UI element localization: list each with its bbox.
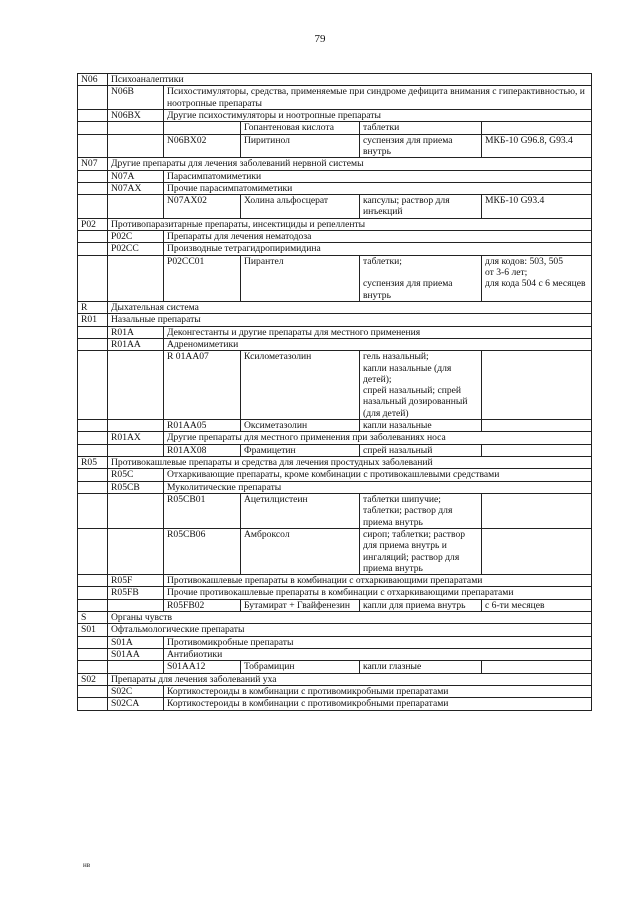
group-code-cell <box>78 432 108 444</box>
subgroup-code-cell: R05F <box>108 575 164 587</box>
subgroup-code-cell: S01AA <box>108 649 164 661</box>
group-code-cell <box>78 243 108 255</box>
atc-code-cell: R01AX08 <box>164 444 241 456</box>
section-title-cell: Парасимпатомиметики <box>164 170 592 182</box>
subgroup-code-cell <box>108 195 164 219</box>
section-title-cell: Производные тетрагидропиримидина <box>164 243 592 255</box>
note-cell: МКБ-10 G93.4 <box>482 195 592 219</box>
subgroup-code-cell: R05C <box>108 469 164 481</box>
subgroup-code-cell: R05CB <box>108 481 164 493</box>
page-number: 79 <box>314 33 326 45</box>
table-row <box>78 469 592 481</box>
section-title-cell: Другие препараты для местного применения при заболеваниях носа <box>164 432 592 444</box>
table-row <box>78 122 592 134</box>
section-title-cell: Противомикробные препараты <box>164 636 592 648</box>
table-row <box>78 195 592 219</box>
subgroup-code-cell <box>108 255 164 301</box>
subgroup-code-cell <box>108 351 164 420</box>
subgroup-code-cell: N06BX <box>108 109 164 121</box>
drug-name-cell: Пиритинол <box>241 134 360 158</box>
section-title-cell: Препараты для лечения нематодоза <box>164 231 592 243</box>
section-title-cell: Психостимуляторы, средства, применяемые при синдроме дефицита внимания с гиперактивностью, и ноотропные препараты <box>164 86 592 110</box>
atc-code-cell: R01AA05 <box>164 420 241 432</box>
group-code-cell <box>78 170 108 182</box>
atc-code-cell: N06BX02 <box>164 134 241 158</box>
subgroup-code-cell <box>108 599 164 611</box>
subgroup-code-cell <box>108 493 164 528</box>
drug-name-cell: Амброксол <box>241 528 360 574</box>
group-code-cell <box>78 587 108 599</box>
subgroup-code-cell: N06B <box>108 86 164 110</box>
drug-name-cell: Холина альфосцерат <box>241 195 360 219</box>
section-title-cell: Деконгестанты и другие препараты для местного применения <box>164 326 592 338</box>
subgroup-code-cell: P02C <box>108 231 164 243</box>
table-row <box>78 599 592 611</box>
subgroup-code-cell <box>108 444 164 456</box>
note-cell <box>482 444 592 456</box>
atc-code-cell <box>164 122 241 134</box>
section-title-cell: Прочие парасимпатомиметики <box>164 182 592 194</box>
atc-code-cell: S01AA12 <box>164 661 241 673</box>
note-cell <box>482 528 592 574</box>
group-code-cell: N07 <box>78 158 108 170</box>
subgroup-code-cell: R05FB <box>108 587 164 599</box>
dosage-form-cell: капли назальные <box>360 420 482 432</box>
table-row <box>78 575 592 587</box>
section-title-cell: Другие психостимуляторы и ноотропные препараты <box>164 109 592 121</box>
dosage-form-cell: таблетки <box>360 122 482 134</box>
group-code-cell: N06 <box>78 74 108 86</box>
dosage-form-cell: гель назальный; капли назальные (для детей); спрей назальный; спрей назальный дозированный (для детей) <box>360 351 482 420</box>
section-title-cell: Назальные препараты <box>108 314 592 326</box>
table-row <box>78 231 592 243</box>
section-title-cell: Противокашлевые препараты в комбинации с отхаркивающими препаратами <box>164 575 592 587</box>
table-row <box>78 86 592 110</box>
group-code-cell <box>78 528 108 574</box>
drug-name-cell: Тобрамицин <box>241 661 360 673</box>
subgroup-code-cell: S01A <box>108 636 164 648</box>
group-code-cell: S01 <box>78 624 108 636</box>
note-cell <box>482 420 592 432</box>
drug-name-cell: Ксилометазолин <box>241 351 360 420</box>
table-row <box>78 182 592 194</box>
group-code-cell <box>78 481 108 493</box>
group-code-cell <box>78 195 108 219</box>
note-cell: МКБ-10 G96.8, G93.4 <box>482 134 592 158</box>
section-title-cell: Адреномиметики <box>164 338 592 350</box>
atc-code-cell: P02CC01 <box>164 255 241 301</box>
group-code-cell: R01 <box>78 314 108 326</box>
group-code-cell <box>78 493 108 528</box>
section-title-cell: Прочие противокашлевые препараты в комбинации с отхаркивающими препаратами <box>164 587 592 599</box>
subgroup-code-cell <box>108 134 164 158</box>
group-code-cell <box>78 636 108 648</box>
subgroup-code-cell: R01A <box>108 326 164 338</box>
group-code-cell <box>78 86 108 110</box>
group-code-cell: S02 <box>78 673 108 685</box>
dosage-form-cell: спрей назальный <box>360 444 482 456</box>
table-row <box>78 218 592 230</box>
group-code-cell <box>78 575 108 587</box>
drug-name-cell: Пирантел <box>241 255 360 301</box>
dosage-form-cell: суспензия для приема внутрь <box>360 134 482 158</box>
subgroup-code-cell <box>108 122 164 134</box>
drug-name-cell: Оксиметазолин <box>241 420 360 432</box>
table-row <box>78 649 592 661</box>
dosage-form-cell: капли глазные <box>360 661 482 673</box>
section-title-cell: Кортикостероиды в комбинации с противомикробными препаратами <box>164 685 592 697</box>
group-code-cell <box>78 685 108 697</box>
table-row <box>78 587 592 599</box>
dosage-form-cell: капсулы; раствор для инъекций <box>360 195 482 219</box>
table-row <box>78 612 592 624</box>
table-row <box>78 457 592 469</box>
table-row <box>78 109 592 121</box>
table-row <box>78 493 592 528</box>
subgroup-code-cell: S02C <box>108 685 164 697</box>
note-cell <box>482 661 592 673</box>
table-row <box>78 432 592 444</box>
table-row <box>78 301 592 313</box>
table-row <box>78 444 592 456</box>
atc-code-cell: R 01AA07 <box>164 351 241 420</box>
dosage-form-cell: таблетки шипучие; таблетки; раствор для приема внутрь <box>360 493 482 528</box>
table-row <box>78 134 592 158</box>
section-title-cell: Органы чувств <box>108 612 592 624</box>
note-cell <box>482 493 592 528</box>
subgroup-code-cell: S02CA <box>108 698 164 710</box>
section-title-cell: Муколитические препараты <box>164 481 592 493</box>
group-code-cell <box>78 661 108 673</box>
drug-name-cell: Бутамират + Гвайфенезин <box>241 599 360 611</box>
subgroup-code-cell <box>108 528 164 574</box>
group-code-cell: S <box>78 612 108 624</box>
table-row <box>78 243 592 255</box>
table-row <box>78 158 592 170</box>
atc-code-cell: N07AX02 <box>164 195 241 219</box>
atc-code-cell: R05FB02 <box>164 599 241 611</box>
drug-name-cell: Ацетилцистеин <box>241 493 360 528</box>
group-code-cell <box>78 231 108 243</box>
subgroup-code-cell: N07AX <box>108 182 164 194</box>
dosage-form-cell: сироп; таблетки; раствор для приема внутрь и ингаляций; раствор для приема внутрь <box>360 528 482 574</box>
group-code-cell <box>78 338 108 350</box>
group-code-cell <box>78 122 108 134</box>
section-title-cell: Противокашлевые препараты и средства для лечения простудных заболеваний <box>108 457 592 469</box>
drug-name-cell: Гопантеновая кислота <box>241 122 360 134</box>
note-cell: для кодов: 503, 505 от 3-6 лет; для кода 504 с 6 месяцев <box>482 255 592 301</box>
group-code-cell <box>78 134 108 158</box>
table-row <box>78 326 592 338</box>
table-row <box>78 420 592 432</box>
group-code-cell <box>78 469 108 481</box>
table-row <box>78 673 592 685</box>
table-row <box>78 351 592 420</box>
subgroup-code-cell: N07A <box>108 170 164 182</box>
table-row <box>78 314 592 326</box>
subgroup-code-cell: P02CC <box>108 243 164 255</box>
group-code-cell: R <box>78 301 108 313</box>
subgroup-code-cell: R01AA <box>108 338 164 350</box>
table-row <box>78 481 592 493</box>
table-row <box>78 661 592 673</box>
section-title-cell: Офтальмологические препараты <box>108 624 592 636</box>
dosage-form-cell: капли для приема внутрь <box>360 599 482 611</box>
table-row <box>78 255 592 301</box>
section-title-cell: Другие препараты для лечения заболеваний нервной системы <box>108 158 592 170</box>
group-code-cell <box>78 420 108 432</box>
section-title-cell: Препараты для лечения заболеваний уха <box>108 673 592 685</box>
section-title-cell: Противопаразитарные препараты, инсектициды и репелленты <box>108 218 592 230</box>
section-title-cell: Антибиотики <box>164 649 592 661</box>
section-title-cell: Дыхательная система <box>108 301 592 313</box>
table-row <box>78 528 592 574</box>
drug-table <box>77 73 592 711</box>
group-code-cell <box>78 326 108 338</box>
group-code-cell <box>78 444 108 456</box>
section-title-cell: Кортикостероиды в комбинации с противомикробными препаратами <box>164 698 592 710</box>
group-code-cell <box>78 599 108 611</box>
group-code-cell <box>78 649 108 661</box>
subgroup-code-cell <box>108 420 164 432</box>
group-code-cell <box>78 698 108 710</box>
section-title-cell: Психоаналептики <box>108 74 592 86</box>
table-row <box>78 338 592 350</box>
note-cell <box>482 351 592 420</box>
atc-code-cell: R05CB06 <box>164 528 241 574</box>
table-row <box>78 624 592 636</box>
dosage-form-cell: таблетки; суспензия для приема внутрь <box>360 255 482 301</box>
table-row <box>78 170 592 182</box>
footer-mark: нв <box>83 861 91 869</box>
group-code-cell: R05 <box>78 457 108 469</box>
group-code-cell <box>78 351 108 420</box>
group-code-cell <box>78 255 108 301</box>
group-code-cell <box>78 109 108 121</box>
atc-code-cell: R05CB01 <box>164 493 241 528</box>
table-row <box>78 698 592 710</box>
table-row <box>78 74 592 86</box>
subgroup-code-cell: R01AX <box>108 432 164 444</box>
note-cell <box>482 122 592 134</box>
subgroup-code-cell <box>108 661 164 673</box>
drug-name-cell: Фрамицетин <box>241 444 360 456</box>
table-row <box>78 685 592 697</box>
section-title-cell: Отхаркивающие препараты, кроме комбинации с противокашлевыми средствами <box>164 469 592 481</box>
note-cell: с 6-ти месяцев <box>482 599 592 611</box>
group-code-cell: P02 <box>78 218 108 230</box>
group-code-cell <box>78 182 108 194</box>
table-row <box>78 636 592 648</box>
